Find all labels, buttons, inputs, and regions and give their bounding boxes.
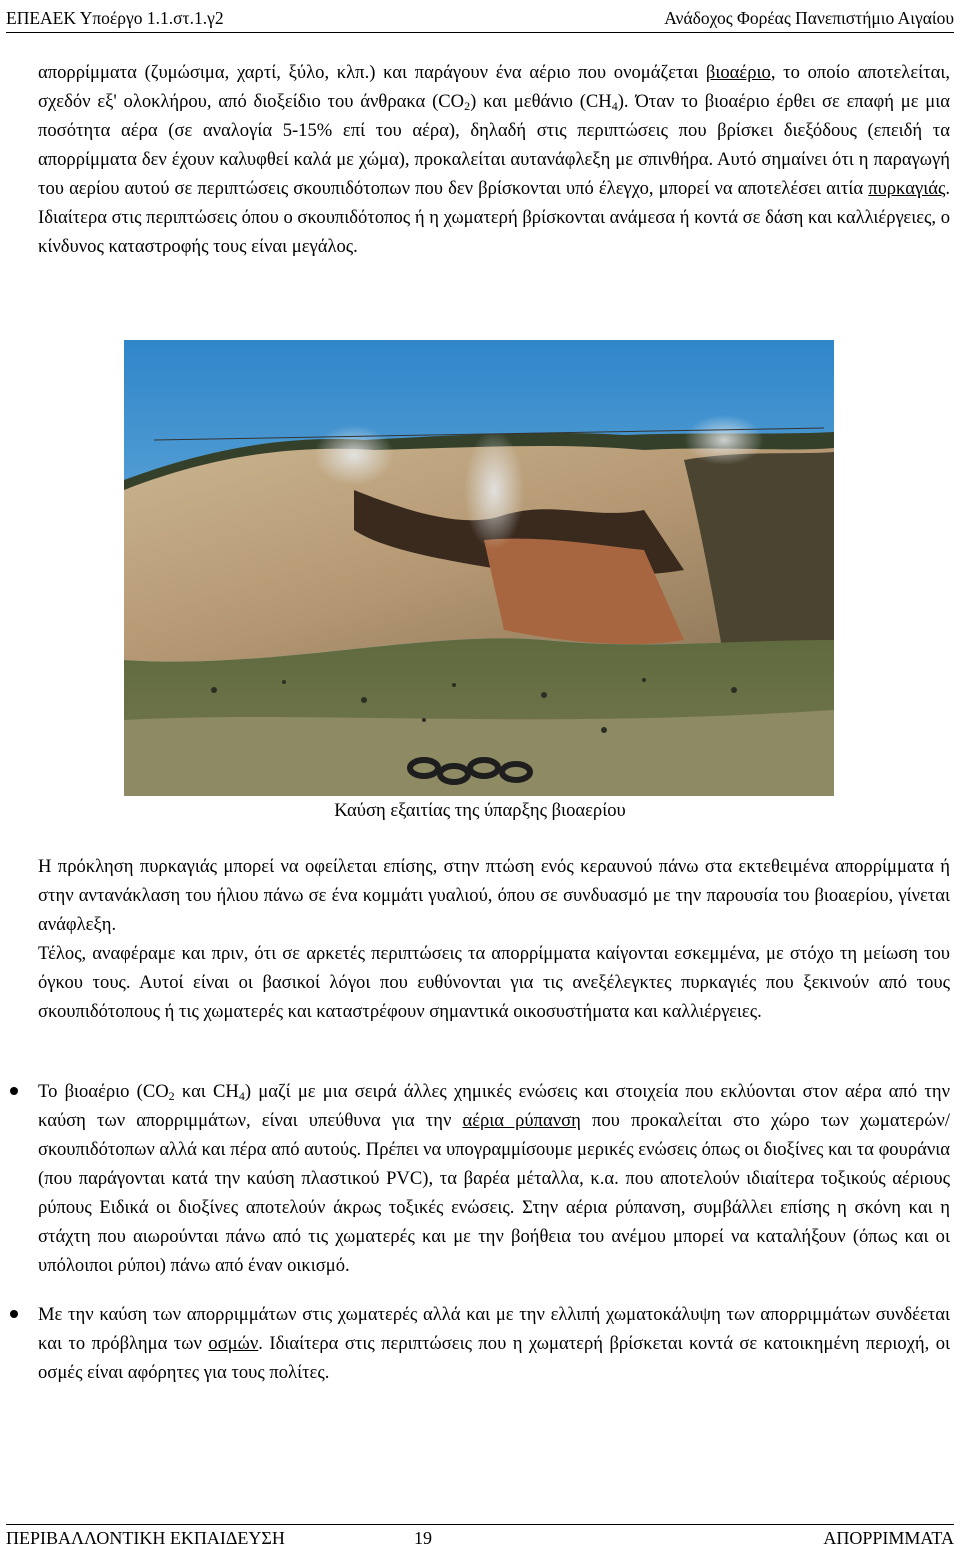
paragraph-3: Τέλος, αναφέραμε και πριν, ότι σε αρκετές περιπτώσεις τα απορρίμματα καίγονται εσκεμμένα, με στόχο τη μείωση του όγκου τους. Αυτοί είναι οι βασικοί λόγοι που ευθύνονται για τις ανεξέλεγκτες πυρκαγιές που ξεκινούν από τους σκουπιδότοπους ή τις χωματερές και καταστρέφουν σημαντικά οικοσυστήματα και καλλιέργειες. (38, 943, 950, 1022)
landfill-fire-photo (124, 340, 834, 796)
bullet-icon (10, 1310, 18, 1318)
text-run: που προκαλείται στο χώρο των χωματερών/σκουπιδότοπων αλλά και πέρα από αυτούς. Πρέπει να υπογραμμίσουμε μερικές ενώσεις όπως οι διοξίνες και τα φουράνια (που παράγονται κατά την καύση πλαστικού PVC), τα βαρέα μέταλλα, κ.α. που αποτελούν ιδιαίτερα τοξικούς αέριους ρύπους Ειδικά οι διοξίνες αποτελούν άκρως τοξικές ενώσεις. Στην αέρια ρύπανση, συμβάλλει επίσης η σκόνη και η στάχτη που αιωρούνται πάνω από τις χωματερές και με την βοήθεια του ανέμου μπορεί να καταλήξουν (όπως και οι υπόλοιποι ρύποι) πάνω από έναν οικισμό. (38, 1110, 951, 1276)
text-run: . Ιδιαίτερα στις περιπτώσεις όπου ο σκουπιδότοπος ή η χωματερή βρίσκονται ανάμεσα ή κοντά σε δάση και καλλιέργειες, ο κίνδυνος καταστροφής τους είναι μεγάλος. (38, 178, 950, 257)
section-fire-causes (38, 852, 950, 1026)
bullet-item-odors (0, 1300, 960, 1387)
bullet-text (38, 1300, 950, 1387)
bullet-icon (10, 1087, 18, 1095)
text-run: Με την καύση των απορριμμάτων στις χωματερές αλλά και με την ελλιπή χωματοκάλυψη των απορριμμάτων συνδέεται και το πρόβλημα των (38, 1304, 950, 1354)
text-run: ) μαζί με μια σειρά άλλες χημικές ενώσεις και στοιχεία που εκλύονται στον αέρα από την καύση των απορριμμάτων, είναι υπεύθυνα για την (38, 1081, 950, 1131)
footer-chapter-title: ΑΠΟΡΡΙΜΜΑΤΑ (823, 1528, 954, 1548)
page-header (6, 4, 954, 33)
link-osmon[interactable]: οσμών (208, 1333, 259, 1354)
text-run: Το βιοαέριο (CO (38, 1081, 169, 1102)
text-run: . Ιδιαίτερα στις περιπτώσεις που η χωματερή βρίσκεται κοντά σε κατοικημένη περιοχή, οι οσμές είναι αφόρητες για τους πολίτες. (38, 1333, 950, 1383)
figure-caption: Καύση εξαιτίας της ύπαρξης βιοαερίου (334, 800, 626, 821)
text-run: απορρίμματα (ζυμώσιμα, χαρτί, ξύλο, κλπ.) και παράγουν ένα αέριο που ονομάζεται (38, 62, 706, 83)
text-run: ). Όταν το βιοαέριο έρθει σε επαφή με μια ποσότητα αέρα (σε αναλογία 5-15% επί του αέρα), δηλαδή στις περιπτώσεις που βρίσκει διεξόδους (επειδή τα απορρίμματα δεν έχουν καλυφθεί καλά με χώμα), προκαλείται αυτανάφλεξη με σπινθήρα. Αυτό σημαίνει ότι η παραγωγή του αερίου αυτού σε περιπτώσεις σκουπιδότοπων που δεν βρίσκονται υπό έλεγχο, μπορεί να αποτελέσει αιτία (38, 91, 951, 199)
link-bioaerio[interactable]: βιοαέριο (705, 62, 771, 83)
paragraph-2: Η πρόκληση πυρκαγιάς μπορεί να οφείλεται επίσης, στην πτώση ενός κεραυνού πάνω στα εκτεθειμένα απορρίμματα ή στην αντανάκλαση του ήλιου πάνω σε ένα κομμάτι γυαλιού, όπου σε συνδυασμό με την παρουσία του βιοαερίου, γίνεται ανάφλεξη. (38, 856, 950, 935)
link-aeria-rypansi[interactable]: αέρια ρύπανση (462, 1110, 581, 1131)
header-project-code: ΕΠΕΑΕΚ Υποέργο 1.1.στ.1.γ2 (6, 8, 224, 28)
subscript: 2 (168, 1089, 175, 1103)
bullet-list (0, 1077, 960, 1407)
paragraph-1 (38, 58, 950, 261)
subscript: 4 (238, 1089, 245, 1103)
text-run: , το οποίο αποτελείται, σχεδόν εξ' ολοκλήρου, από διοξείδιο του άνθρακα (CO (38, 62, 950, 112)
paragraph-biogas (38, 58, 950, 261)
subscript: 4 (611, 99, 618, 113)
page-footer (6, 1524, 954, 1547)
photo-illustration (124, 340, 834, 796)
text-run: ) και μεθάνιο (CH (470, 91, 612, 112)
bullet-text (38, 1077, 950, 1280)
bullet-item-air-pollution (0, 1077, 960, 1280)
footer-page-number: 19 (414, 1528, 432, 1548)
text-run: και CH (174, 1081, 239, 1102)
header-institution: Ανάδοχος Φορέας Πανεπιστήμιο Αιγαίου (664, 8, 954, 28)
subscript: 2 (464, 99, 471, 113)
link-pyrkagias[interactable]: πυρκαγιάς (868, 178, 946, 199)
footer-course-title: ΠΕΡΙΒΑΛΛΟΝΤΙΚΗ ΕΚΠΑΙΔΕΥΣΗ (6, 1528, 285, 1548)
